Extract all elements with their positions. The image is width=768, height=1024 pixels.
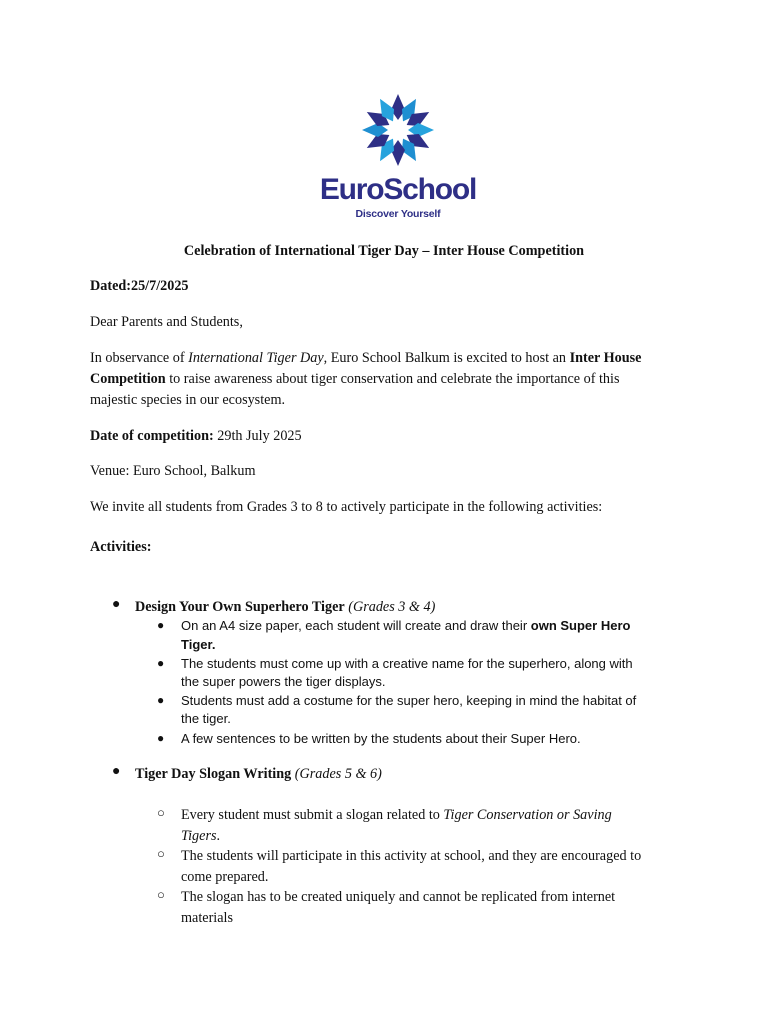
item-text: . bbox=[216, 828, 221, 844]
brand-tagline: Discover Yourself bbox=[355, 208, 441, 220]
invite-line: We invite all students from Grades 3 to 8 to actively participate in the following activities: bbox=[90, 499, 603, 515]
activity-1-item-3: Students must add a costume for the super hero, keeping in mind the habitat of bbox=[181, 693, 637, 708]
activity-2-grades: (Grades 5 & 6) bbox=[291, 766, 382, 782]
date-value: 29th July 2025 bbox=[213, 428, 302, 444]
sunburst-logo-icon bbox=[358, 92, 438, 168]
intro-line-1 bbox=[90, 348, 641, 369]
activity-2-heading bbox=[135, 764, 382, 785]
item-emphasis: Tiger Conservation or Saving bbox=[443, 807, 612, 823]
greeting: Dear Parents and Students, bbox=[90, 314, 243, 330]
page-title: Celebration of International Tiger Day – Inter House Competition bbox=[183, 243, 585, 259]
date-label: Date of competition: bbox=[90, 428, 214, 444]
intro-highlight: Competition bbox=[90, 371, 166, 387]
intro-text: In observance of bbox=[90, 350, 189, 366]
intro-text: , Euro School Balkum is excited to host an bbox=[323, 350, 570, 366]
circle-bullet-icon: ○ bbox=[157, 846, 165, 861]
activity-1-item-2: The students must come up with a creative name for the superhero, along with bbox=[181, 656, 633, 671]
bullet-icon: ● bbox=[157, 656, 165, 670]
intro-line-2 bbox=[90, 369, 620, 390]
euroschool-logo bbox=[316, 92, 480, 224]
brand-name: EuroSchool bbox=[319, 173, 477, 206]
intro-highlight: Inter House bbox=[569, 350, 642, 366]
bullet-icon: ● bbox=[157, 731, 165, 745]
activity-1-item-1-cont: Tiger. bbox=[181, 637, 216, 652]
circle-bullet-icon: ○ bbox=[157, 805, 165, 820]
activities-heading: Activities: bbox=[90, 539, 152, 555]
intro-event-name: International Tiger Day bbox=[188, 350, 324, 366]
activity-1-item-3-cont: the tiger. bbox=[181, 711, 231, 726]
activity-1-name: Design Your Own Superhero Tiger bbox=[135, 599, 345, 615]
activity-1-item-1 bbox=[181, 616, 630, 636]
activity-2-item-1-cont bbox=[181, 826, 220, 847]
activity-1-grades: (Grades 3 & 4) bbox=[344, 599, 436, 615]
dated-line bbox=[90, 276, 189, 297]
activity-2-name: Tiger Day Slogan Writing bbox=[135, 766, 292, 782]
activity-2-item-3-cont: materials bbox=[181, 910, 233, 926]
bullet-icon: ● bbox=[157, 618, 165, 632]
item-text: Every student must submit a slogan related to bbox=[181, 807, 444, 823]
bullet-icon: ● bbox=[157, 693, 165, 707]
circle-bullet-icon: ○ bbox=[157, 887, 165, 902]
dated-value: 25/7/2025 bbox=[130, 278, 189, 294]
activity-2-item-2: The students will participate in this activity at school, and they are encouraged to bbox=[181, 848, 642, 864]
item-text: On an A4 size paper, each student will create and draw their bbox=[181, 618, 531, 633]
item-highlight: own Super Hero bbox=[530, 618, 631, 633]
intro-text: to raise awareness about tiger conservation and celebrate the importance of this bbox=[165, 371, 620, 387]
dated-label: Dated: bbox=[90, 278, 131, 294]
venue-line: Venue: Euro School, Balkum bbox=[90, 463, 256, 479]
bullet-icon: ● bbox=[112, 597, 121, 612]
intro-line-3: majestic species in our ecosystem. bbox=[90, 392, 286, 408]
activity-1-item-4: A few sentences to be written by the students about their Super Hero. bbox=[181, 731, 581, 746]
activity-1-item-2-cont: the super powers the tiger displays. bbox=[181, 674, 386, 689]
activity-2-item-3: The slogan has to be created uniquely and cannot be replicated from internet bbox=[181, 889, 616, 905]
bullet-icon: ● bbox=[112, 764, 121, 779]
date-line bbox=[90, 426, 302, 447]
activity-2-item-1 bbox=[181, 805, 612, 826]
activity-2-item-2-cont: come prepared. bbox=[181, 869, 269, 885]
item-emphasis: Tigers bbox=[181, 828, 217, 844]
activity-1-heading bbox=[135, 597, 435, 618]
